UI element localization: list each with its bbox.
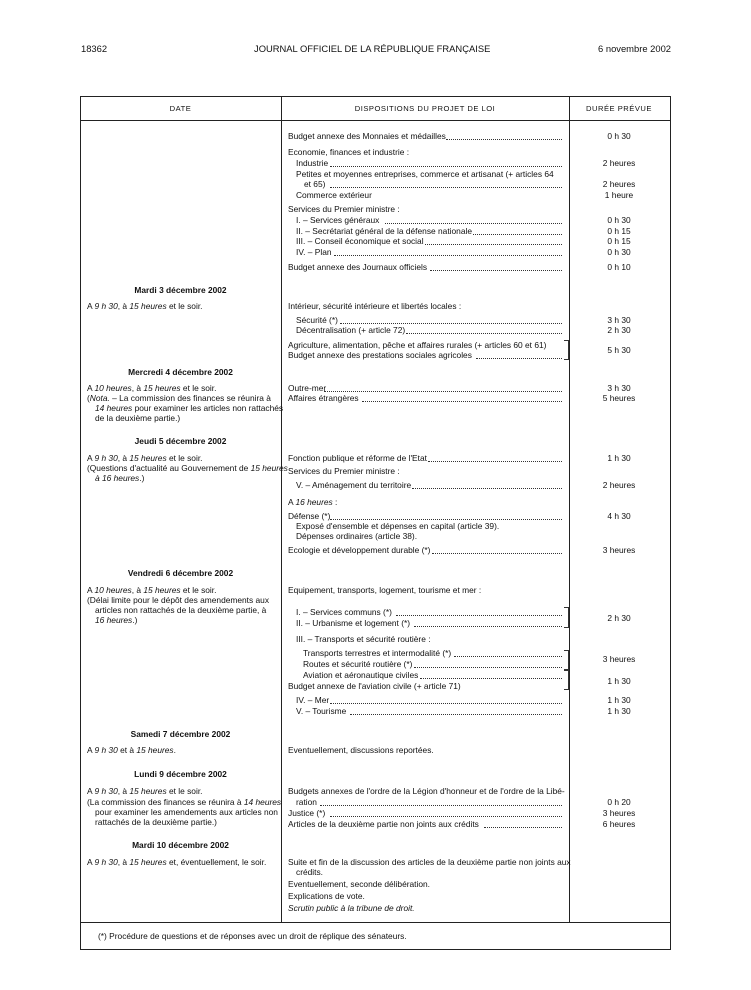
session-times: A 9 h 30, à 15 heures et le soir. — [87, 786, 203, 796]
item-duration: 2 h 30 — [607, 325, 631, 335]
day-heading: Lundi 9 décembre 2002 — [134, 769, 227, 779]
leader-dots — [330, 816, 562, 817]
leader-dots — [473, 234, 562, 235]
item-text: Explications de vote. — [288, 891, 365, 901]
item-text: Budgets annexes de l'ordre de la Légion d'honneur et de l'ordre de la Libé- — [288, 786, 565, 796]
item-text: II. – Secrétariat général de la défense nationale — [296, 226, 472, 236]
leader-dots — [484, 827, 562, 828]
note-text: rattachés de la deuxième partie.) — [95, 817, 217, 827]
leader-dots — [324, 391, 562, 392]
item-duration: 0 h 15 — [607, 226, 631, 236]
leader-dots — [396, 615, 562, 616]
note-text: (La commission des finances se réunira à 14 heures — [87, 797, 282, 807]
item-text: Commerce extérieur — [296, 190, 372, 200]
item-duration: 0 h 30 — [607, 131, 631, 141]
leader-dots — [330, 703, 562, 704]
item-text: Eventuellement, discussions reportées. — [288, 745, 434, 755]
header-date: 6 novembre 2002 — [598, 43, 671, 54]
item-duration: 2 heures — [602, 179, 636, 189]
item-text: V. – Aménagement du territoire — [296, 480, 412, 490]
note-text: 14 heures pour examiner les articles non rattachés — [95, 403, 284, 413]
journal-title: JOURNAL OFFICIEL DE LA RÉPUBLIQUE FRANÇAISE — [254, 43, 491, 54]
item-text: Défense (*) — [288, 511, 331, 521]
session-times: A 10 heures, à 15 heures et le soir. — [87, 585, 217, 595]
item-duration: 0 h 30 — [607, 247, 631, 257]
note-text: de la deuxième partie.) — [95, 413, 181, 423]
day-heading: Mardi 10 décembre 2002 — [132, 840, 229, 850]
leader-dots — [406, 333, 562, 334]
item-duration: 1 h 30 — [607, 695, 631, 705]
item-text: V. – Tourisme — [296, 706, 347, 716]
item-text: Services du Premier ministre : — [288, 466, 400, 476]
item-text: Ecologie et développement durable (*) — [288, 545, 431, 555]
item-duration: 3 heures — [602, 654, 636, 664]
item-duration: 1 heure — [604, 190, 634, 200]
item-text: Suite et fin de la discussion des articles de la deuxième partie non joints aux — [288, 857, 571, 867]
leader-dots — [412, 488, 562, 489]
item-duration: 0 h 30 — [607, 215, 631, 225]
day-heading: Vendredi 6 décembre 2002 — [127, 568, 234, 578]
item-text: Budget annexe des Monnaies et médailles — [288, 131, 446, 141]
item-text: II. – Urbanisme et logement (*) — [296, 618, 411, 628]
column-header-dispositions: DISPOSITIONS DU PROJET DE LOI — [354, 104, 496, 113]
item-text: IV. – Plan — [296, 247, 332, 257]
item-text: Routes et sécurité routière (*) — [303, 659, 413, 669]
item-text: crédits. — [296, 867, 323, 877]
item-text: Outre-mer — [288, 383, 327, 393]
item-duration: 0 h 20 — [607, 797, 631, 807]
leader-dots — [432, 553, 562, 554]
column-header-date: DATE — [169, 104, 192, 113]
item-duration: 2 heures — [602, 480, 636, 490]
item-text: Industrie — [296, 158, 329, 168]
item-text: Décentralisation (+ article 72) — [296, 325, 406, 335]
page-number: 18362 — [81, 43, 108, 54]
note-text: à 16 heures.) — [95, 473, 145, 483]
day-heading: Samedi 7 décembre 2002 — [130, 729, 231, 739]
item-text: ration — [296, 797, 317, 807]
item-text: Budget annexe des Journaux officiels — [288, 262, 428, 272]
session-times: A 9 h 30 et à 15 heures. — [87, 745, 176, 755]
item-text: Agriculture, alimentation, pêche et affaires rurales (+ articles 60 et 61) — [288, 340, 547, 350]
item-text: III. – Conseil économique et social — [296, 236, 424, 246]
item-text: Fonction publique et réforme de l'Etat — [288, 453, 427, 463]
note-text: 16 heures.) — [95, 615, 138, 625]
leader-dots — [420, 678, 562, 679]
column-header-duree: DURÉE PRÉVUE — [586, 104, 652, 113]
leader-dots — [454, 656, 562, 657]
leader-dots — [334, 255, 562, 256]
item-text: Justice (*) — [288, 808, 326, 818]
footnote-divider — [80, 922, 671, 923]
item-text: Aviation et aéronautique civiles — [303, 670, 419, 680]
session-times: A 10 heures, à 15 heures et le soir. — [87, 383, 217, 393]
leader-dots — [330, 519, 562, 520]
item-text: Economie, finances et industrie : — [288, 147, 410, 157]
column-divider-1 — [281, 96, 282, 922]
item-text: Budget annexe de l'aviation civile (+ article 71) — [288, 681, 461, 691]
item-duration: 1 h 30 — [607, 706, 631, 716]
item-text: Sécurité (*) — [296, 315, 338, 325]
leader-dots — [446, 139, 562, 140]
leader-dots — [414, 626, 562, 627]
note-text: (Questions d'actualité au Gouvernement de 15 heures — [87, 463, 288, 473]
leader-dots — [330, 187, 562, 188]
item-text: Equipement, transports, logement, tourisme et mer : — [288, 585, 482, 595]
item-duration: 2 heures — [602, 158, 636, 168]
item-text: Services du Premier ministre : — [288, 204, 400, 214]
item-duration: 6 heures — [602, 819, 636, 829]
item-duration: 1 h 30 — [607, 453, 631, 463]
note-text: articles non rattachés de la deuxième partie, à — [95, 605, 267, 615]
item-text: A 16 heures : — [288, 497, 338, 507]
leader-dots — [362, 401, 562, 402]
item-text: Transports terrestres et intermodalité (*) — [303, 648, 452, 658]
item-duration: 3 heures — [602, 545, 636, 555]
item-text: Scrutin public à la tribune de droit. — [288, 903, 415, 913]
item-text: IV. – Mer — [296, 695, 330, 705]
item-duration: 5 heures — [602, 393, 636, 403]
leader-dots — [414, 667, 562, 668]
header-divider — [80, 120, 671, 121]
leader-dots — [340, 323, 562, 324]
item-duration: 4 h 30 — [607, 511, 631, 521]
item-text: Intérieur, sécurité intérieure et libertés locales : — [288, 301, 462, 311]
item-text: Dépenses ordinaires (article 38). — [296, 531, 418, 541]
item-duration: 0 h 10 — [607, 262, 631, 272]
item-text: Eventuellement, seconde délibération. — [288, 879, 431, 889]
session-times: A 9 h 30, à 15 heures et le soir. — [87, 453, 203, 463]
item-text: Exposé d'ensemble et dépenses en capital (article 39). — [296, 521, 500, 531]
note-text: (Délai limite pour le dépôt des amendements aux — [87, 595, 270, 605]
note-text: (Nota. – La commission des finances se réunira à — [87, 393, 271, 403]
session-times: A 9 h 30, à 15 heures et, éventuellement, le soir. — [87, 857, 267, 867]
leader-dots — [320, 805, 562, 806]
item-text: et 65) — [304, 179, 326, 189]
session-times: A 9 h 30, à 15 heures et le soir. — [87, 301, 203, 311]
leader-dots — [350, 714, 562, 715]
item-text: Petites et moyennes entreprises, commerce et artisanat (+ articles 64 — [296, 169, 554, 179]
leader-dots — [425, 244, 562, 245]
item-duration: 3 heures — [602, 808, 636, 818]
leader-dots — [385, 223, 562, 224]
item-text: Budget annexe des prestations sociales agricoles — [288, 350, 472, 360]
note-text: pour examiner les amendements aux articles non — [95, 807, 278, 817]
leader-dots — [428, 461, 562, 462]
leader-dots — [430, 270, 562, 271]
item-duration: 0 h 15 — [607, 236, 631, 246]
item-duration: 3 h 30 — [607, 315, 631, 325]
item-text: Affaires étrangères — [288, 393, 359, 403]
item-text: Articles de la deuxième partie non joints aux crédits — [288, 819, 479, 829]
day-heading: Mercredi 4 décembre 2002 — [128, 367, 233, 377]
item-duration: 1 h 30 — [607, 676, 631, 686]
item-text: I. – Services généraux — [296, 215, 380, 225]
day-heading: Mardi 3 décembre 2002 — [134, 285, 227, 295]
item-duration: 2 h 30 — [607, 613, 631, 623]
item-text: I. – Services communs (*) — [296, 607, 392, 617]
item-duration: 3 h 30 — [607, 383, 631, 393]
footnote: (*) Procédure de questions et de réponses avec un droit de réplique des sénateurs. — [98, 931, 407, 941]
leader-dots — [476, 358, 562, 359]
leader-dots — [330, 166, 562, 167]
item-duration: 5 h 30 — [607, 345, 631, 355]
item-text: III. – Transports et sécurité routière : — [296, 634, 431, 644]
day-heading: Jeudi 5 décembre 2002 — [134, 436, 227, 446]
